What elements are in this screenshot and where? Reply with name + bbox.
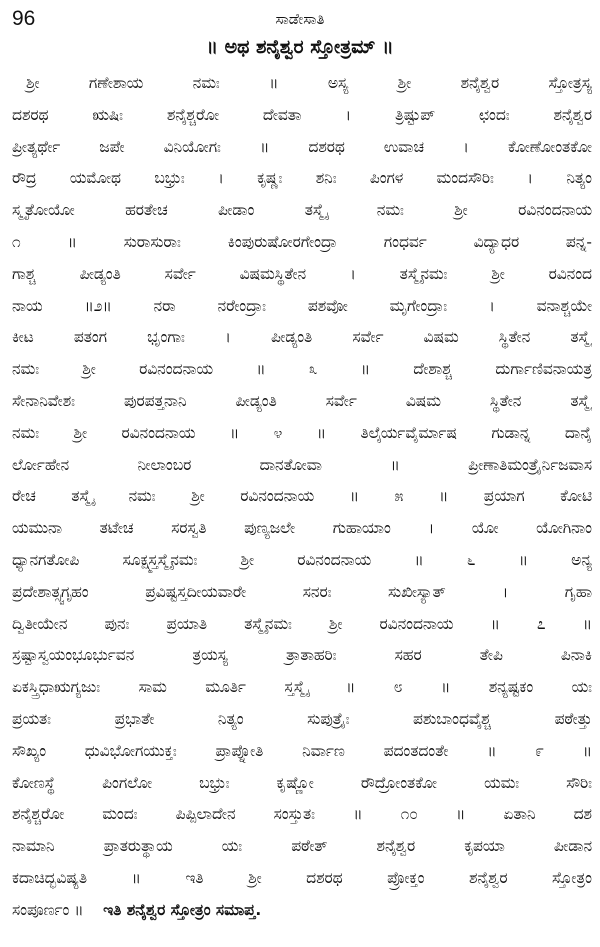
text-line: ಕೋಣಸ್ಥೆ ಪಿಂಗಲೋ ಬಭ್ರುಃ ಕೃಷ್ಣೋ ರೌದ್ರೋಂತಕೋ ಯಮಃ ಸೌರಿಃ xyxy=(12,773,592,792)
text-line: ರೇಚ ತಸ್ಮೈ ನಮಃ ಶ್ರೀ ರವಿನಂದನಾಯ ॥ ೫ ॥ ಪ್ರಯಾಗ ಕೋಟಿ xyxy=(12,487,592,506)
text-line: ನಮಃ ಶ್ರೀ ರವಿನಂದನಾಯ ॥ ೩ ॥ ದೇಶಾಶ್ಚ ದುರ್ಗಾಣಿವನಾಯತ್ರ xyxy=(12,360,592,379)
text-line: ಶ್ರೀ ಗಣೇಶಾಯ ನಮಃ ॥ ಅಸ್ಯ ಶ್ರೀ ಶನೈಶ್ವರ ಸ್ತೋತ್ರಸ್ಯ xyxy=(26,74,592,92)
text-line: ಕೀಟ ಪತಂಗ ಭೃಂಗಾಃ । ಪೀಡ್ಯಂತಿ ಸರ್ವೇ ವಿಷಮ ಸ್ಥಿತೇನ ತಸ್ಮೈ xyxy=(12,328,592,347)
text-line: ನಾಮಾನಿ ಪ್ರಾತರುತ್ಥಾಯ ಯಃ ಪಠೇತ್ ಶನೈಶ್ವರ ಕೃಪಯಾ ಪೀಡಾನ xyxy=(12,837,592,856)
closing-prefix: ಸಂಪೂರ್ಣಂ ॥ xyxy=(12,900,84,919)
running-head: ಸಾಡೇಸಾತಿ xyxy=(275,10,325,28)
text-line: ಸೇನಾನಿವೇಶಃ ಪುರಪತ್ತನಾನಿ ಪೀಡ್ಯಂತಿ ಸರ್ವೇ ವಿಷಮ ಸ್ಥಿತೇನ ತಸ್ಮೈ xyxy=(12,391,592,410)
text-line: ನಾಯ ॥೨॥ ನರಾ ನರೇಂದ್ರಾಃ ಪಶವೋ ಮೃಗೇಂದ್ರಾಃ । ವನಾಶ್ಚಯೇ xyxy=(12,296,592,315)
text-line: ಸೌಖ್ಯಂ ಧುವಿಭೋಗಯುಕ್ತಃ ಪ್ರಾಪ್ನೋತಿ ನಿರ್ವಾಣ ಪದಂತದಂತೇ ॥ ೯ ॥ xyxy=(12,741,592,760)
text-line: ಧ್ಯಾನಗತೋಪಿ ಸೂಕ್ಷ್ಮಸ್ತಸ್ಮೈನಮಃ ಶ್ರೀ ರವಿನಂದನಾಯ ॥ ೬ ॥ ಅನ್ಯ xyxy=(12,550,592,569)
text-line: ೧ ॥ ಸುರಾಸುರಾಃ ಕಿಂಪುರುಷೋರಗೇಂದ್ರಾ ಗಂಧರ್ವ ವಿದ್ಯಾಧರ ಪನ್ನ- xyxy=(12,232,592,251)
text-line: ಯಮುನಾ ತಟೇಚ ಸರಸ್ವತಿ ಪುಣ್ಯಜಲೇ ಗುಹಾಯಾಂ । ಯೋ ಯೋಗಿನಾಂ xyxy=(12,519,592,538)
text-line: ಶನೈಶ್ಚರೋ ಮಂದಃ ಪಿಪ್ಪಿಲಾದೇನ ಸಂಸ್ತುತಃ ॥ ೧೦ ॥ ಏತಾನಿ ದಶ xyxy=(12,805,592,824)
text-line: ಪ್ರೀತ್ಯರ್ಥೇ ಜಪೇ ವಿನಿಯೋಗಃ ॥ ದಶರಥ ಉವಾಚ । ಕೋಣೋಂತಕೋ xyxy=(12,137,592,156)
text-line: ಸ್ರಷ್ಟಾಸ್ವಯಂಭೂರ್ಭುವನ ತ್ರಯಸ್ಯ ತ್ರಾತಾಹರಿಃ ಸಹರ ತೇಪಿ ಪಿನಾಕಿ xyxy=(12,646,592,665)
text-line: ಏಕಸ್ತ್ರಿಧಾಋಗ್ಯಜುಃ ಸಾಮ ಮೂರ್ತಿ ಸ್ತಸ್ಮೈ ॥ ೮ ॥ ಶನ್ಯಷ್ಟಕಂ ಯಃ xyxy=(12,678,592,697)
text-line: ಪ್ರಯತಃ ಪ್ರಭಾತೇ ನಿತ್ಯಂ ಸುಪುತ್ರೈಃ ಪಶುಬಾಂಧವೈಶ್ಚ ಪಠೇತ್ತು xyxy=(12,709,592,728)
closing-colophon: ಇತಿ ಶನೈಶ್ವರ ಸ್ತೋತ್ರಂ ಸಮಾಪ್ತ. xyxy=(103,900,262,919)
stotra-title: ॥ ಅಥ ಶನೈಶ್ವರ ಸ್ತೋತ್ರಮ್ ॥ xyxy=(206,36,394,58)
page-header xyxy=(0,4,600,32)
text-line: ದ್ವಿತೀಯೇನ ಪುನಃ ಪ್ರಯಾತಿ ತಸ್ಮೈನಮಃ ಶ್ರೀ ರವಿನಂದನಾಯ ॥ ೭ ॥ xyxy=(12,614,592,633)
text-line: ಪ್ರದೇಶಾತ್ಸ್ವಗೃಹಂ ಪ್ರವಿಷ್ಟಸ್ತದೀಯವಾರೇ ಸನರಃ ಸುಖೀಸ್ಯಾತ್ । ಗೃಹಾ xyxy=(12,582,592,601)
text-line: ದಶರಥ ಋಷಿಃ ಶನೈಶ್ಚರೋ ದೇವತಾ । ತ್ರಿಷ್ಟುಪ್ ಛಂದಃ ಶನೈಶ್ವರ xyxy=(12,105,592,124)
stotra-body xyxy=(12,68,592,927)
text-line: ನಮಃ ಶ್ರೀ ರವಿನಂದನಾಯ ॥ ೪ ॥ ತಿಲೈರ್ಯವೈರ್ಮಾಷ ಗುಡಾನ್ನ ದಾನೈ xyxy=(12,423,592,442)
text-line: ಗಾಶ್ಚ ಪೀಡ್ಯಂತಿ ಸರ್ವೇ ವಿಷಮಸ್ಥಿತೇನ । ತಸ್ಮೈನಮಃ ಶ್ರೀ ರವಿನಂದ xyxy=(12,264,592,283)
closing-line xyxy=(12,895,592,927)
text-line: ರೌದ್ರ ಯಮೋಥ ಬಭ್ರುಃ । ಕೃಷ್ಣಃ ಶನಿಃ ಪಿಂಗಳ ಮಂದಸೌರಿಃ । ನಿತ್ಯಂ xyxy=(12,169,592,188)
text-line: ಸ್ಮೃತೋಯೋ ಹರತೇಚ ಪೀಡಾಂ ತಸ್ಮೈ ನಮಃ ಶ್ರೀ ರವಿನಂದನಾಯ xyxy=(12,201,592,220)
text-line: ಕದಾಚಿದ್ಭವಿಷ್ಯತಿ ॥ ಇತಿ ಶ್ರೀ ದಶರಥ ಪ್ರೋಕ್ತಂ ಶನೈಶ್ವರ ಸ್ತೋತ್ರಂ xyxy=(12,868,592,887)
text-line: ರ್ಲೋಹೇನ ನೀಲಾಂಬರ ದಾನತೋವಾ ॥ ಪ್ರೀಣಾತಿಮಂತ್ರೈರ್ನಿಜವಾಸ xyxy=(12,455,592,474)
page-number: 96 xyxy=(12,7,36,30)
